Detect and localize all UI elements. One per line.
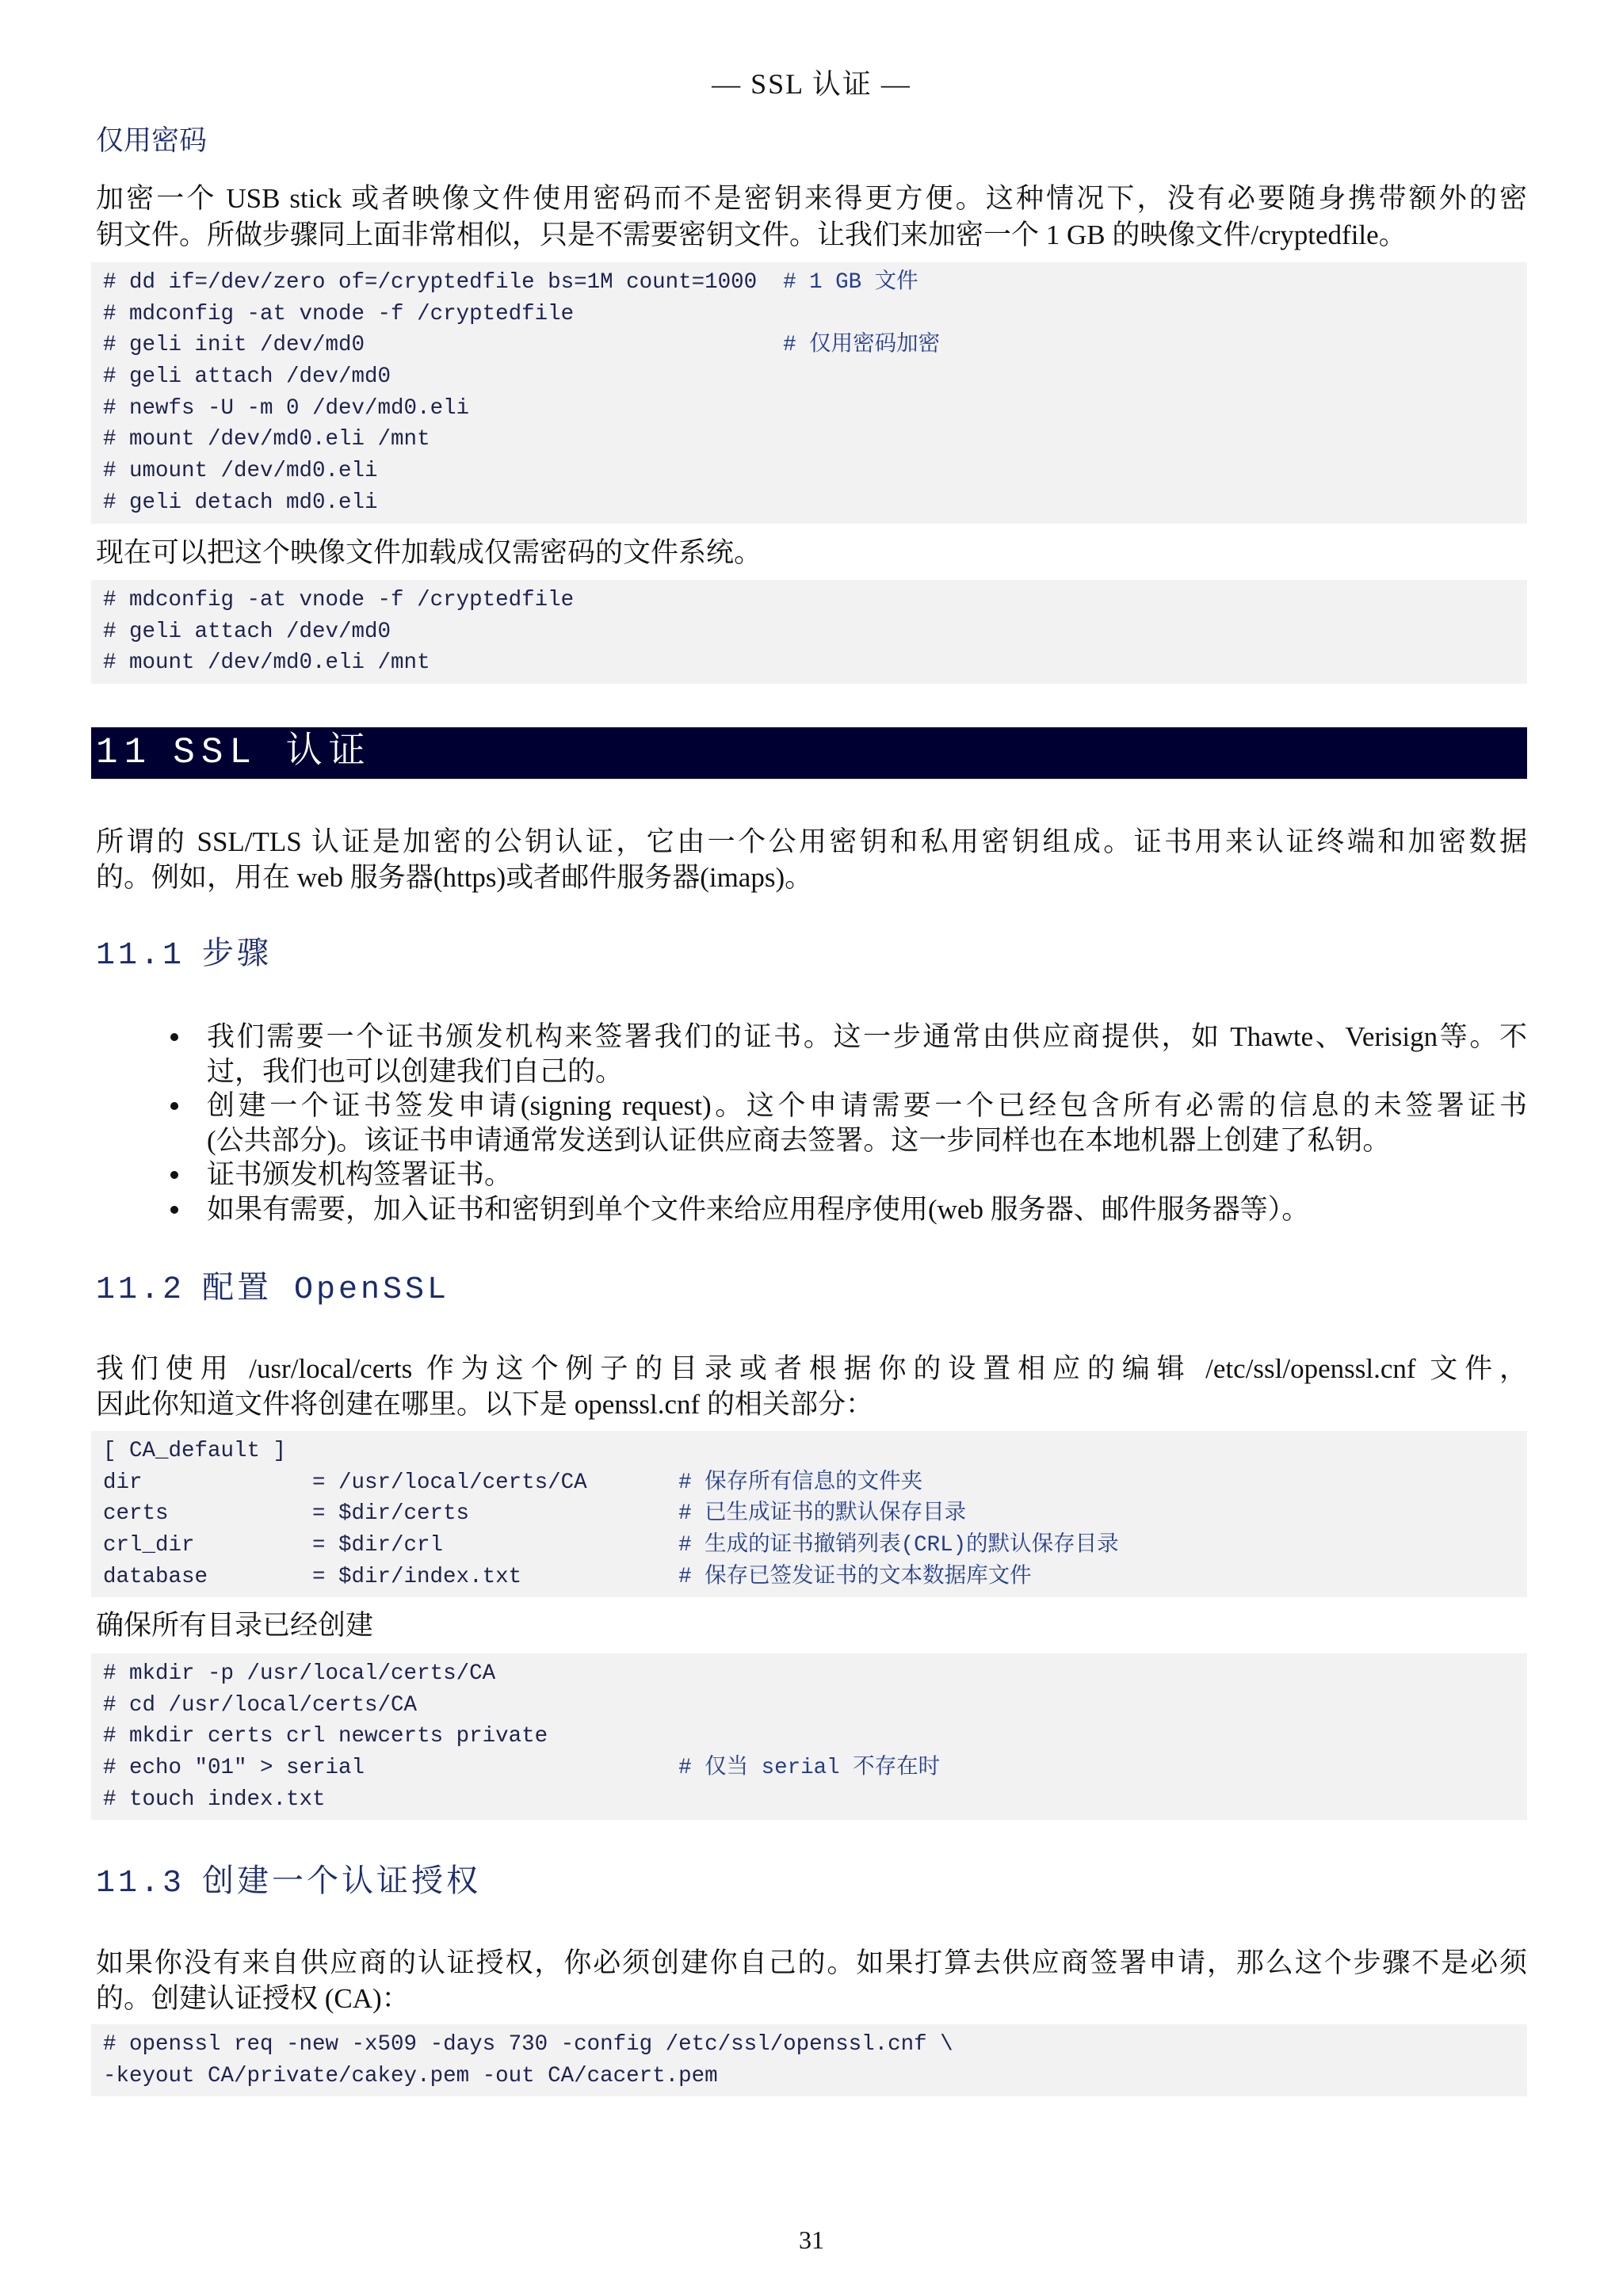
code-command: # geli init /dev/md0 [103,333,365,358]
code-comment: # 生成的证书撤销列表(CRL)的默认保存目录 [678,1533,1119,1558]
code-line [103,1784,1515,1816]
code-command: # touch index.txt [103,1787,326,1812]
code-line [103,456,1515,487]
text-line: 加密一个 USB stick 或者映像文件使用密码而不是密钥来得更方便。这种情况下，没有必要随身携带额外的密 [96,183,1527,214]
section-heading-bar [91,727,1527,779]
code-command: # newfs -U -m 0 /dev/md0.eli [103,395,470,421]
subsection-title: 配置 OpenSSL [202,1272,450,1308]
code-value: = /usr/local/certs/CA [312,1470,587,1495]
create-ca-code-block [91,2024,1527,2096]
code-command: # echo "01" > serial [103,1756,365,1781]
code-command: crl_dir [103,1533,195,1558]
text-line: 因此你知道文件将创建在哪里。以下是 openssl.cnf 的相关部分： [96,1389,873,1420]
create-ca-intro [96,1945,1527,2016]
code-command: certs [103,1501,169,1527]
code-command: # mkdir certs crl newcerts private [103,1724,548,1749]
code-command: # openssl req -new -x509 -days 730 -config /etc/ssl/openssl.cnf \ [103,2032,953,2057]
code-line [103,1690,1515,1722]
bullet-icon [170,1206,178,1214]
text-line: (公共部分)。该证书申请通常发送到认证供应商去签署。这一步同样也在本地机器上创建了私钥。 [207,1124,1391,1156]
code-comment: # 仅当 serial 不存在时 [678,1756,941,1781]
code-command: # mount /dev/md0.eli /mnt [103,427,430,452]
dirs-note: 确保所有目录已经创建 [96,1610,374,1641]
code-command: # cd /usr/local/certs/CA [103,1692,418,1718]
code-line [103,1498,1515,1530]
code-line [103,267,1515,299]
text-line: 所谓的 SSL/TLS 认证是加密的公钥认证，它由一个公用密钥和私用密钥组成。证书用来认证终端和加密数据 [96,826,1527,857]
code-value: = $dir/crl [312,1533,444,1558]
text-line: 如果有需要，加入证书和密钥到单个文件来给应用程序使用(web 服务器、邮件服务器等）。 [207,1193,1310,1225]
code-line [103,330,1515,361]
code-command: # mdconfig -at vnode -f /cryptedfile [103,301,575,326]
subsection-title: 创建一个认证授权 [202,1866,482,1901]
code-line [103,1562,1515,1593]
code-command: [ CA_default ] [103,1439,287,1463]
code-command: # dd if=/dev/zero of=/cryptedfile bs=1M count=1000 [103,270,758,295]
steps-bullet-list [96,1020,1527,1227]
text-line: 证书颁发机构签署证书。 [207,1159,513,1191]
section-title: SSL 认证 [173,732,372,773]
text-line: 如果你没有来自供应商的认证授权，你必须创建你自己的。如果打算去供应商签署申请，那么这个步骤不是必须 [96,1947,1527,1978]
code-line [103,1658,1515,1690]
bullet-icon [170,1102,178,1110]
mount-commands-code-block [91,580,1527,684]
code-command: # umount /dev/md0.eli [103,459,378,484]
code-command: -keyout CA/private/cakey.pem -out CA/cacert.pem [103,2063,718,2088]
code-line [103,299,1515,330]
code-command: # mount /dev/md0.eli /mnt [103,650,430,676]
section-number: 11 [96,732,153,773]
bullet-icon [170,1171,178,1179]
text-line: 我们使用 /usr/local/certs 作为这个例子的目录或者根据你的设置相应的编辑 /etc/ssl/openssl.cnf 文件， [96,1353,1527,1384]
page-number: 31 [799,2225,824,2254]
code-line [103,1530,1515,1562]
code-comment: # 仅用密码加密 [783,333,941,358]
code-line [103,2061,1515,2092]
code-command: # mdconfig -at vnode -f /cryptedfile [103,588,575,612]
code-line [103,361,1515,393]
bullet-icon [170,1033,178,1041]
text-line: 钥文件。所做步骤同上面非常相似，只是不需要密钥文件。让我们来加密一个 1 GB 的映像文件/cryptedfile。 [96,219,1407,250]
openssl-config-code-block [91,1431,1527,1597]
subsection-number: 11.1 [96,938,185,974]
code-command: # geli attach /dev/md0 [103,619,391,644]
code-command: # geli detach md0.eli [103,490,378,515]
subsection-number: 11.2 [96,1272,185,1308]
code-command: # mkdir -p /usr/local/certs/CA [103,1661,496,1686]
code-value: = $dir/certs [312,1501,470,1527]
text-line: 的。例如，用在 web 服务器(https)或者邮件服务器(imaps)。 [96,862,813,893]
mount-note: 现在可以把这个映像文件加载成仅需密码的文件系统。 [96,537,762,568]
subsection-heading-create-ca [96,1864,481,1904]
subsection-heading-steps [96,936,272,976]
text-line: 创建一个证书签发申请(signing request)。这个申请需要一个已经包含所有必需的信息的未签署证书 [207,1090,1527,1122]
bullet-item [96,1158,1527,1192]
ssl-intro [96,824,1527,895]
code-value: = $dir/index.txt [312,1564,522,1589]
bullet-item [96,1192,1527,1227]
code-line [103,393,1515,425]
code-line [103,647,1515,679]
code-line [103,1753,1515,1784]
text-line: 我们需要一个证书颁发机构来签署我们的证书。这一步通常由供应商提供，如 Thawte、Verisign等。不 [207,1021,1527,1052]
code-line [103,1436,1515,1467]
code-command: database [103,1564,208,1589]
bullet-text [207,1089,1527,1158]
code-line [103,424,1515,456]
code-comment: # 1 GB 文件 [783,270,918,295]
code-command: # geli attach /dev/md0 [103,364,391,390]
code-comment: # 保存已签发证书的文本数据库文件 [678,1564,1032,1589]
password-only-heading: 仅用密码 [96,125,208,156]
code-line [103,1721,1515,1753]
create-commands-code-block [91,262,1527,524]
code-command: dir [103,1470,143,1495]
code-line [103,2029,1515,2061]
bullet-text [207,1020,1527,1089]
code-line [103,487,1515,519]
subsection-title: 步骤 [202,938,273,974]
bullet-item [96,1020,1527,1089]
bullet-item [96,1089,1527,1158]
code-line [103,616,1515,648]
subsection-number: 11.3 [96,1866,185,1901]
password-only-intro [96,181,1527,254]
text-line: 的。创建认证授权 (CA)： [96,1983,410,2014]
subsection-heading-openssl-config [96,1271,449,1310]
openssl-config-intro [96,1351,1527,1422]
running-header: — SSL 认证 — [712,68,911,100]
code-comment: # 已生成证书的默认保存目录 [678,1501,967,1527]
text-line: 过，我们也可以创建我们自己的。 [207,1055,624,1087]
code-line [103,585,1515,616]
bullet-text [207,1158,1527,1192]
code-line [103,1467,1515,1499]
code-comment: # 保存所有信息的文件夹 [678,1470,923,1495]
dir-commands-code-block [91,1653,1527,1820]
bullet-text [207,1192,1527,1227]
